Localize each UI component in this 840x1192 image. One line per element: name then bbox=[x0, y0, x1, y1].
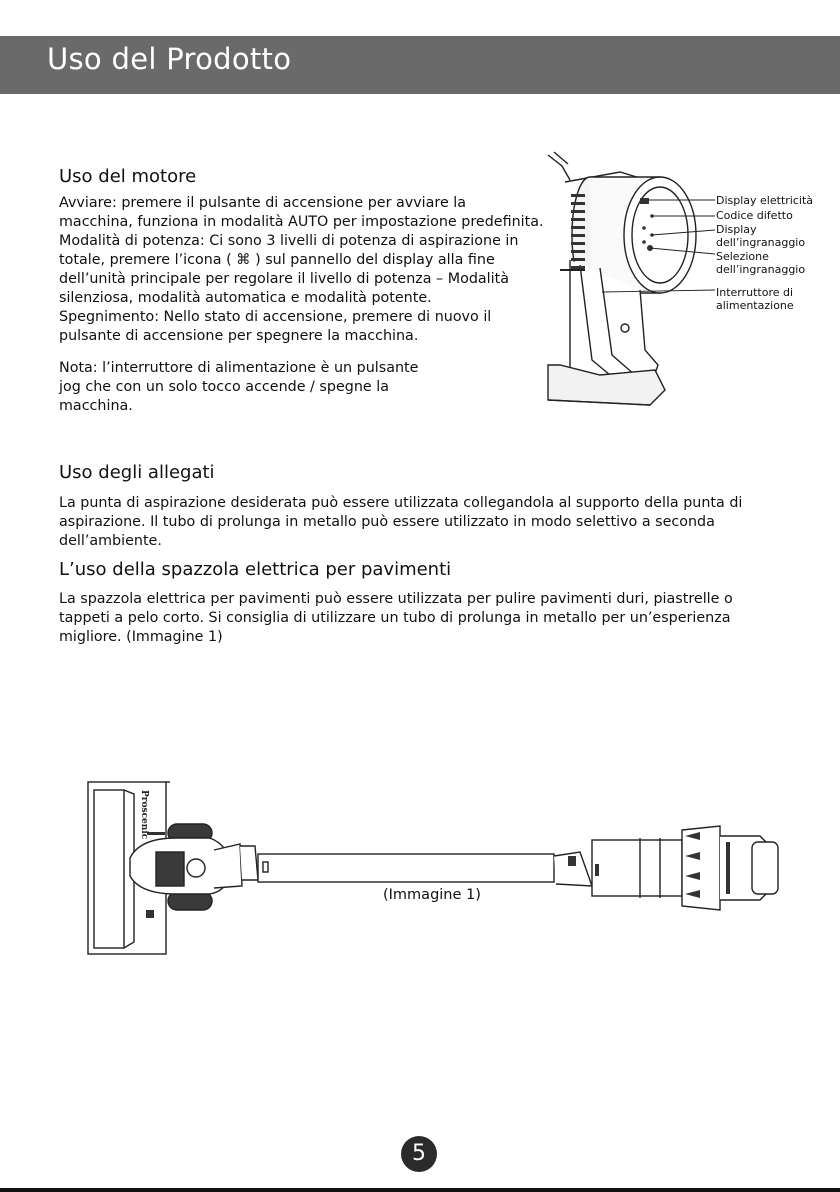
motor-line: Spegnimento: Nello stato di accensione, premere di nuovo il bbox=[59, 309, 492, 325]
attachments-heading: Uso degli allegati bbox=[59, 462, 215, 483]
callout-electricity-display: Display elettricità bbox=[716, 194, 813, 207]
motor-line: dell’unità principale per regolare il livello di potenza – Modalità bbox=[59, 271, 509, 287]
handheld-unit-illustration bbox=[540, 150, 720, 412]
motor-note bbox=[59, 359, 418, 416]
callout-line: Display bbox=[716, 223, 757, 236]
motor-line: pulsante di accensione per spegnere la macchina. bbox=[59, 328, 419, 344]
floor-brush-line: tappeti a pelo corto. Si consiglia di utilizzare un tubo di prolunga in metallo per un’esperienza bbox=[59, 610, 731, 626]
motor-paragraph bbox=[59, 194, 544, 346]
attachments-line: La punta di aspirazione desiderata può essere utilizzata collegandola al supporto della punta di bbox=[59, 495, 743, 511]
floor-brush-line: migliore. (Immagine 1) bbox=[59, 629, 223, 645]
motor-line: totale, premere l’icona ( ⌘ ) sul pannello del display alla fine bbox=[59, 252, 495, 268]
callout-fault-code: Codice difetto bbox=[716, 209, 793, 222]
floor-brush-heading: L’uso della spazzola elettrica per pavimenti bbox=[59, 559, 452, 580]
attachments-line: dell’ambiente. bbox=[59, 533, 162, 549]
page-header bbox=[0, 36, 840, 94]
motor-line: macchina, funziona in modalità AUTO per impostazione predefinita. bbox=[59, 214, 544, 230]
callout-line: alimentazione bbox=[716, 298, 794, 312]
note-line: macchina. bbox=[59, 398, 133, 414]
motor-line: silenziosa, modalità automatica e modalità potente. bbox=[59, 290, 432, 306]
callout-line: dell’ingranaggio bbox=[716, 262, 806, 276]
note-line: jog che con un solo tocco accende / spegne la bbox=[59, 379, 389, 395]
bottom-rule bbox=[0, 1188, 840, 1192]
motor-line: Avviare: premere il pulsante di accensione per avviare la bbox=[59, 195, 467, 211]
floor-brush-paragraph bbox=[59, 590, 733, 647]
brand-logo-text: Proscenic bbox=[139, 790, 149, 840]
callout-gear-display bbox=[716, 224, 805, 249]
callout-line: Selezione bbox=[716, 250, 769, 263]
floor-brush-line: La spazzola elettrica per pavimenti può essere utilizzata per pulire pavimenti duri, piastrelle o bbox=[59, 591, 733, 607]
callout-gear-select bbox=[716, 251, 805, 276]
callout-power-switch bbox=[716, 287, 794, 312]
attachments-line: aspirazione. Il tubo di prolunga in metallo può essere utilizzato in modo selettivo a seconda bbox=[59, 514, 715, 530]
figure-caption: (Immagine 1) bbox=[383, 887, 481, 903]
motor-line: Modalità di potenza: Ci sono 3 livelli di potenza di aspirazione in bbox=[59, 233, 519, 249]
page-number: 5 bbox=[401, 1136, 437, 1172]
vacuum-illustration bbox=[80, 776, 786, 958]
attachments-paragraph bbox=[59, 494, 742, 551]
note-line: Nota: l’interruttore di alimentazione è un pulsante bbox=[59, 360, 419, 376]
callout-line: dell’ingranaggio bbox=[716, 235, 806, 249]
callout-line: Interruttore di bbox=[716, 286, 794, 299]
page-title: Uso del Prodotto bbox=[47, 42, 292, 76]
motor-heading: Uso del motore bbox=[59, 166, 197, 187]
